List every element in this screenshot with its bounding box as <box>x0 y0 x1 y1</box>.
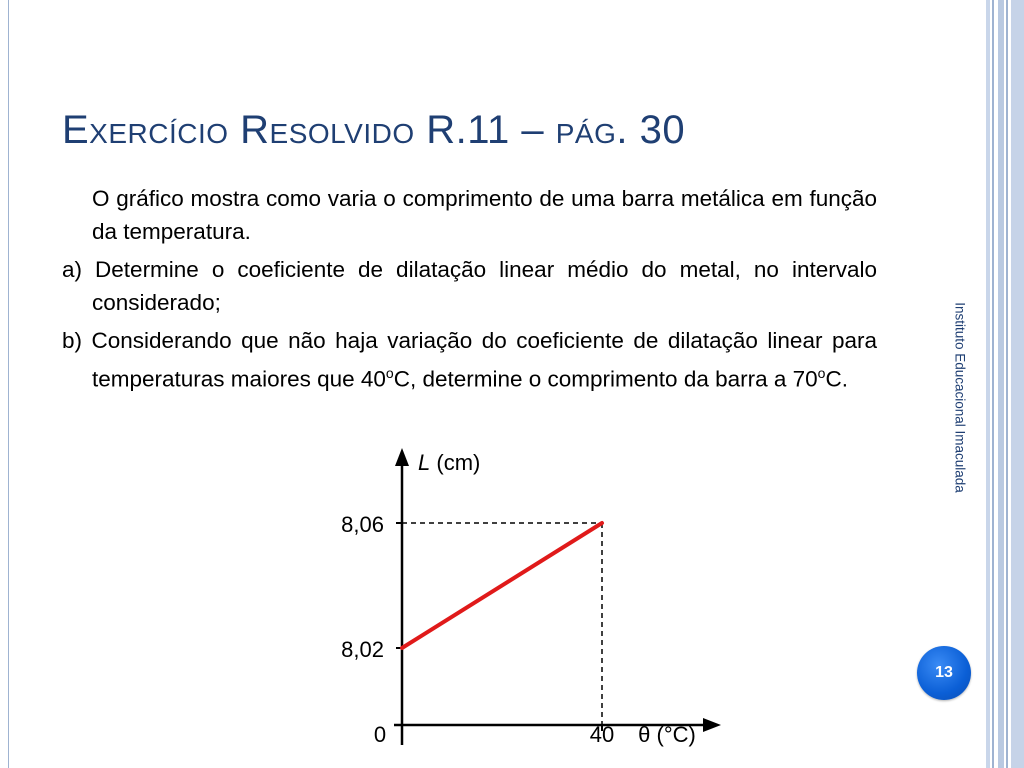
page-number-badge: 13 <box>917 646 971 700</box>
question-b-part1: b) Considerando que não haja variação do coeficiente de dilatação linear para temperaturas maiores que 40 <box>62 328 877 392</box>
y-axis-label <box>418 450 480 475</box>
x-axis-label: θ (°C) <box>638 722 696 747</box>
slide-body <box>62 182 877 401</box>
slide-title: Exercício Resolvido R.11 – pág. 30 <box>62 108 686 152</box>
x-tick-label-0: 0 <box>373 722 387 747</box>
intro-paragraph: O gráfico mostra como varia o comprimento de uma barra metálica em função da temperatura. <box>92 186 877 244</box>
right-border-stripes <box>986 0 1024 768</box>
x-axis-arrow <box>703 718 721 732</box>
question-b-part2: C, determine o comprimento da barra a 70 <box>393 366 818 392</box>
question-b <box>62 324 877 396</box>
y-axis-label-symbol: L <box>418 450 431 475</box>
y-tick-label-806: 8,06 <box>341 512 384 537</box>
x-tick-label-40: 40 <box>589 722 615 747</box>
y-axis-arrow <box>395 448 409 466</box>
side-label <box>948 270 972 530</box>
degree-sup-1: o <box>385 365 394 381</box>
data-line <box>402 523 602 648</box>
y-axis-label-unit: (cm) <box>430 450 481 475</box>
y-tick-label-802: 8,02 <box>341 637 384 662</box>
question-a: a) Determine o coeficiente de dilatação linear médio do metal, no intervalo considerado; <box>62 257 877 315</box>
degree-sup-2: o <box>817 365 826 381</box>
length-temperature-graph <box>322 440 732 768</box>
side-label-text: Instituto Educacional Imaculada <box>952 302 968 493</box>
chart-svg <box>322 440 732 768</box>
question-b-part3: C. <box>825 366 848 392</box>
